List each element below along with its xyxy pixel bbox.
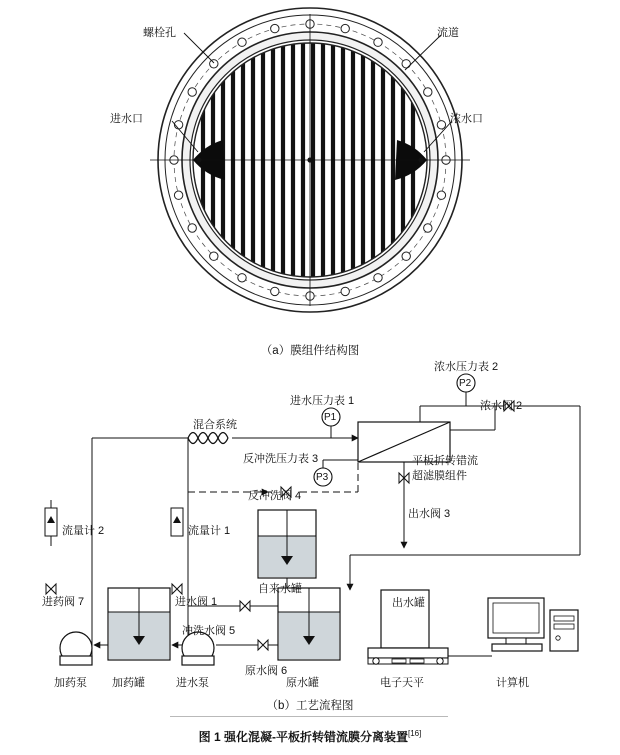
label-flush-water-valve-5: 冲洗水阀 5 bbox=[182, 625, 236, 637]
label-bolt-hole: 螺栓孔 bbox=[143, 27, 176, 39]
panel-b-caption: （b）工艺流程图 bbox=[266, 700, 354, 712]
panel-a-caption: （a）膜组件结构图 bbox=[260, 345, 360, 357]
figure-caption-prefix: 图 1 bbox=[198, 730, 221, 744]
label-concentrate-outlet: 浓水口 bbox=[450, 113, 483, 125]
label-electronic-balance: 电子天平 bbox=[380, 677, 424, 689]
label-outlet-tank: 出水罐 bbox=[392, 597, 425, 609]
label-computer: 计算机 bbox=[496, 677, 529, 689]
label-inlet-pump: 进水泵 bbox=[176, 677, 209, 689]
label-mixing-system: 混合系统 bbox=[193, 419, 237, 431]
label-outlet-valve-3: 出水阀 3 bbox=[408, 508, 451, 520]
gauge-p3-text: P3 bbox=[316, 472, 329, 483]
label-dosing-valve-7: 进药阀 7 bbox=[42, 596, 85, 608]
label-raw-water-tank: 原水罐 bbox=[286, 677, 319, 689]
figure-caption-text: 强化混凝-平板折转错流膜分离装置 bbox=[224, 730, 408, 744]
label-concentrate-valve-2: 浓水阀 2 bbox=[480, 400, 523, 412]
label-flow-meter-2: 流量计 2 bbox=[62, 525, 105, 537]
figure-caption bbox=[0, 728, 620, 745]
caption-divider bbox=[170, 716, 448, 717]
label-membrane-module-line2: 超滤膜组件 bbox=[412, 470, 467, 482]
label-raw-water-valve-6: 原水阀 6 bbox=[245, 665, 288, 677]
label-backwash-pressure-gauge-3: 反冲洗压力表 3 bbox=[243, 453, 319, 465]
label-inlet-valve-1: 进水阀 1 bbox=[175, 596, 218, 608]
label-concentrate-pressure-gauge-2: 浓水压力表 2 bbox=[434, 361, 499, 373]
label-flow-meter-1: 流量计 1 bbox=[188, 525, 231, 537]
label-backwash-valve-4: 反冲洗阀 4 bbox=[248, 490, 302, 502]
gauge-p1-text: P1 bbox=[324, 412, 337, 423]
panel-a-diagram bbox=[0, 0, 620, 360]
label-dosing-pump: 加药泵 bbox=[54, 677, 87, 689]
figure-caption-ref: [16] bbox=[408, 729, 422, 738]
label-inlet-pressure-gauge-1: 进水压力表 1 bbox=[290, 395, 355, 407]
label-dosing-tank: 加药罐 bbox=[112, 677, 145, 689]
label-tap-water-tank: 自来水罐 bbox=[258, 583, 302, 595]
label-water-inlet: 进水口 bbox=[110, 113, 143, 125]
label-flow-channel: 流道 bbox=[437, 27, 459, 39]
gauge-p2-text: P2 bbox=[459, 378, 472, 389]
label-membrane-module-line1: 平板折转错流 bbox=[412, 455, 478, 467]
